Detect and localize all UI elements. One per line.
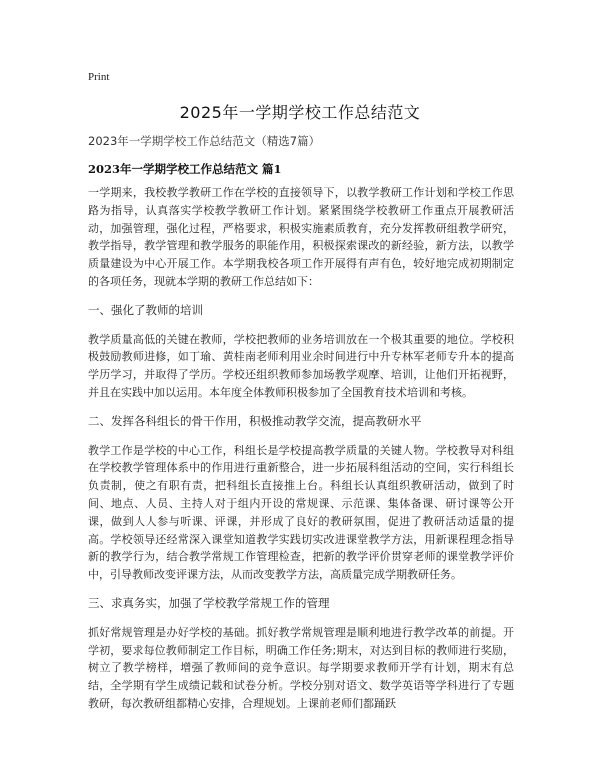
document-title: 2025年一学期学校工作总结范文	[179, 103, 421, 122]
heading-routine-management: 三、求真务实，加强了学校教学常规工作的管理	[88, 595, 330, 610]
paragraph-intro: 一学期来，我校教学教研工作在学校的直接领导下，以教学教研工作计划和学校工作思路为指导，认真落实学校教学教研工作计划。紧紧围绕学校教研工作重点开展教研活动，加强管理，强化过程，严格要求，积极实施素质教育，充分发挥教研组教学研究，教学指导，教学管理和教学服务的职能作用，积极探索课改的新经验，新方法，以教学质量建设为中心开展工作。本学期我校各项工作开展得有声有色，较好地完成初期制定的各项任务，现就本学期的教研工作总结如下：	[88, 186, 514, 288]
heading-teacher-training: 一、强化了教师的培训	[88, 302, 203, 317]
document-body	[88, 184, 514, 724]
paragraph-group-leaders: 教学工作是学校的中心工作，科组长是学校提高教学质量的关键人物。学校教导对科组在学校教学管理体系中的作用进行重新整合，进一步拓展科组活动的空间，实行科组长负责制，使之有职有责，把科组长直接推上台。科组长认真组织教研活动，做到了时间、地点、人员、主持人对于组内开设的常规课、示范课、集体备课、研讨课等公开课，做到人人参与听课、评课，并形成了良好的教研氛围，促进了教研活动适量的提高。学校领导还经常深入课堂知道教学实践切实改进课堂教学方法，用新课程理念指导新的教学行为，结合教学常规工作管理检查，把新的教学评价贯穿老师的课堂教学评价中，引导教师改变评课方法，从而改变教学方法，高质量完成学期教研任务。	[88, 443, 514, 582]
heading-group-leaders: 二、发挥各科组长的骨干作用，积极推动教学交流，提高教研水平	[88, 413, 422, 428]
paragraph-routine-management: 抓好常规管理是办好学校的基础。抓好教学常规管理是顺利地进行教学改革的前提。开学初，要求每位教师制定工作目标，明确工作任务;期末，对达到目标的教师进行奖励，树立了教学榜样，增强了教师间的竞争意识。每学期要求教师开学有计划，期末有总结，全学期有学生成绩记载和试卷分析。学校分别对语文、数学英语等学科进行了专题教研，每次教研组都精心安排，合理规划。上课前老师们都踊跃	[88, 625, 514, 710]
print-label: Print	[88, 71, 110, 83]
document-subtitle: 2023年一学期学校工作总结范文（精选7篇）	[88, 134, 321, 148]
paragraph-teacher-training: 教学质量高低的关键在教师，学校把教师的业务培训放在一个极其重要的地位。学校积极鼓励教师进修，如丁瑜、黄桂南老师利用业余时间进行中升专林军老师专升本的提高学历学习，并取得了学历。学校还组织教师参加场教学观摩、培训，让他们开拓视野，并且在实践中加以运用。本年度全体教师积极参加了全国教育技术培训和考核。	[88, 332, 514, 399]
section-heading: 2023年一学期学校工作总结范文 篇1	[88, 162, 282, 176]
